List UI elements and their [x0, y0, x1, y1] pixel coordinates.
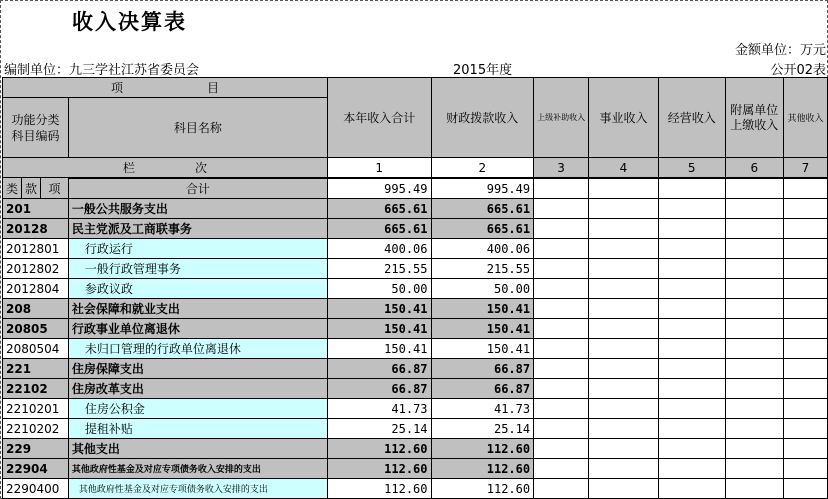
row-code: 208 — [3, 299, 69, 319]
total-v2: 995.49 — [431, 179, 534, 199]
col-header-5: 经营收入 — [658, 78, 725, 158]
row-subject-name: 其他支出 — [68, 439, 327, 459]
row-v2: 25.14 — [431, 419, 534, 439]
col-row-label: 栏 次 — [3, 158, 328, 178]
total-row — [3, 179, 828, 199]
col-num-6: 6 — [725, 158, 783, 178]
row-subject-name: 参政议政 — [68, 279, 327, 299]
table-row — [3, 259, 828, 279]
table-row — [3, 219, 828, 239]
row-code: 2210201 — [3, 399, 69, 419]
row-v1: 112.60 — [327, 479, 431, 499]
row-v2: 50.00 — [431, 279, 534, 299]
table-row — [3, 319, 828, 339]
row-subject-name: 一般公共服务支出 — [68, 199, 327, 219]
page-title: 收入决算表 — [72, 10, 187, 34]
row-v1: 112.60 — [327, 439, 431, 459]
table-row — [3, 479, 828, 499]
col-num-2: 2 — [431, 158, 534, 178]
table-row — [3, 439, 828, 459]
table-row — [3, 399, 828, 419]
col-header-7: 其他收入 — [783, 78, 827, 158]
row-subject-name: 其他政府性基金及对应专项债务收入安排的支出 — [68, 459, 327, 479]
col-num-1: 1 — [327, 158, 431, 178]
table-row — [3, 199, 828, 219]
form-code: 公开02表 — [770, 63, 826, 78]
row-v1: 41.73 — [327, 399, 431, 419]
row-code: 201 — [3, 199, 69, 219]
row-subject-name: 未归口管理的行政单位离退休 — [68, 339, 327, 359]
row-subject-name: 行政事业单位离退休 — [68, 319, 327, 339]
table-row — [3, 299, 828, 319]
row-subject-name: 民主党派及工商联事务 — [68, 219, 327, 239]
row-code: 229 — [3, 439, 69, 459]
year-label: 2015年度 — [453, 63, 513, 78]
col-num-3: 3 — [534, 158, 589, 178]
col-header-1: 本年收入合计 — [327, 78, 431, 158]
row-v2: 150.41 — [431, 299, 534, 319]
row-code: 2012802 — [3, 259, 69, 279]
row-v1: 112.60 — [327, 459, 431, 479]
table-row — [3, 419, 828, 439]
col-header-4: 事业收入 — [589, 78, 659, 158]
row-subject-name: 住房保障支出 — [68, 359, 327, 379]
row-code: 2012804 — [3, 279, 69, 299]
row-subject-name: 提租补贴 — [68, 419, 327, 439]
row-v2: 150.41 — [431, 319, 534, 339]
row-code: 20128 — [3, 219, 69, 239]
row-v1: 400.06 — [327, 239, 431, 259]
row-v2: 41.73 — [431, 399, 534, 419]
row-subject-name: 住房公积金 — [68, 399, 327, 419]
org-label: 编制单位：九三学社江苏省委员会 — [4, 63, 200, 78]
row-code: 2012801 — [3, 239, 69, 259]
row-v1: 215.55 — [327, 259, 431, 279]
row-v1: 66.87 — [327, 379, 431, 399]
row-v2: 112.60 — [431, 459, 534, 479]
col-header-2: 财政拨款收入 — [431, 78, 534, 158]
table-row — [3, 279, 828, 299]
row-v2: 66.87 — [431, 379, 534, 399]
row-v1: 66.87 — [327, 359, 431, 379]
row-subject-name: 住房改革支出 — [68, 379, 327, 399]
table-row — [3, 359, 828, 379]
row-code: 20805 — [3, 319, 69, 339]
income-table — [2, 77, 828, 499]
row-v1: 50.00 — [327, 279, 431, 299]
kuan-header: 款 — [22, 178, 41, 199]
table-row — [3, 239, 828, 259]
row-subject-name: 其他政府性基金及对应专项债务收入安排的支出 — [68, 479, 327, 499]
row-code: 2080504 — [3, 339, 69, 359]
total-label: 合计 — [68, 179, 327, 199]
unit-label: 金额单位：万元 — [734, 43, 826, 58]
row-v2: 665.61 — [431, 219, 534, 239]
row-v1: 150.41 — [327, 299, 431, 319]
col-num-7: 7 — [783, 158, 827, 178]
item-header: 项 目 — [3, 78, 328, 98]
table-row — [3, 379, 828, 399]
row-v1: 150.41 — [327, 319, 431, 339]
subject-name-header: 科目名称 — [68, 98, 327, 158]
row-v1: 665.61 — [327, 199, 431, 219]
xiang-header: 项 — [41, 178, 69, 199]
row-v2: 66.87 — [431, 359, 534, 379]
row-v2: 150.41 — [431, 339, 534, 359]
row-subject-name: 社会保障和就业支出 — [68, 299, 327, 319]
col-num-4: 4 — [589, 158, 659, 178]
col-header-3: 上级补助收入 — [534, 78, 589, 158]
func-code-header: 功能分类科目编码 — [3, 98, 69, 158]
row-v2: 665.61 — [431, 199, 534, 219]
total-v1: 995.49 — [327, 179, 431, 199]
row-v1: 25.14 — [327, 419, 431, 439]
row-code: 22102 — [3, 379, 69, 399]
table-row — [3, 459, 828, 479]
row-v2: 112.60 — [431, 439, 534, 459]
table-row — [3, 339, 828, 359]
col-header-6: 附属单位上缴收入 — [725, 78, 783, 158]
row-code: 2210202 — [3, 419, 69, 439]
row-subject-name: 行政运行 — [68, 239, 327, 259]
row-subject-name: 一般行政管理事务 — [68, 259, 327, 279]
row-v1: 665.61 — [327, 219, 431, 239]
row-v1: 150.41 — [327, 339, 431, 359]
row-code: 22904 — [3, 459, 69, 479]
row-code: 2290400 — [3, 479, 69, 499]
row-code: 221 — [3, 359, 69, 379]
row-v2: 400.06 — [431, 239, 534, 259]
row-v2: 112.60 — [431, 479, 534, 499]
row-v2: 215.55 — [431, 259, 534, 279]
lei-header: 类 — [3, 178, 22, 199]
col-num-5: 5 — [658, 158, 725, 178]
